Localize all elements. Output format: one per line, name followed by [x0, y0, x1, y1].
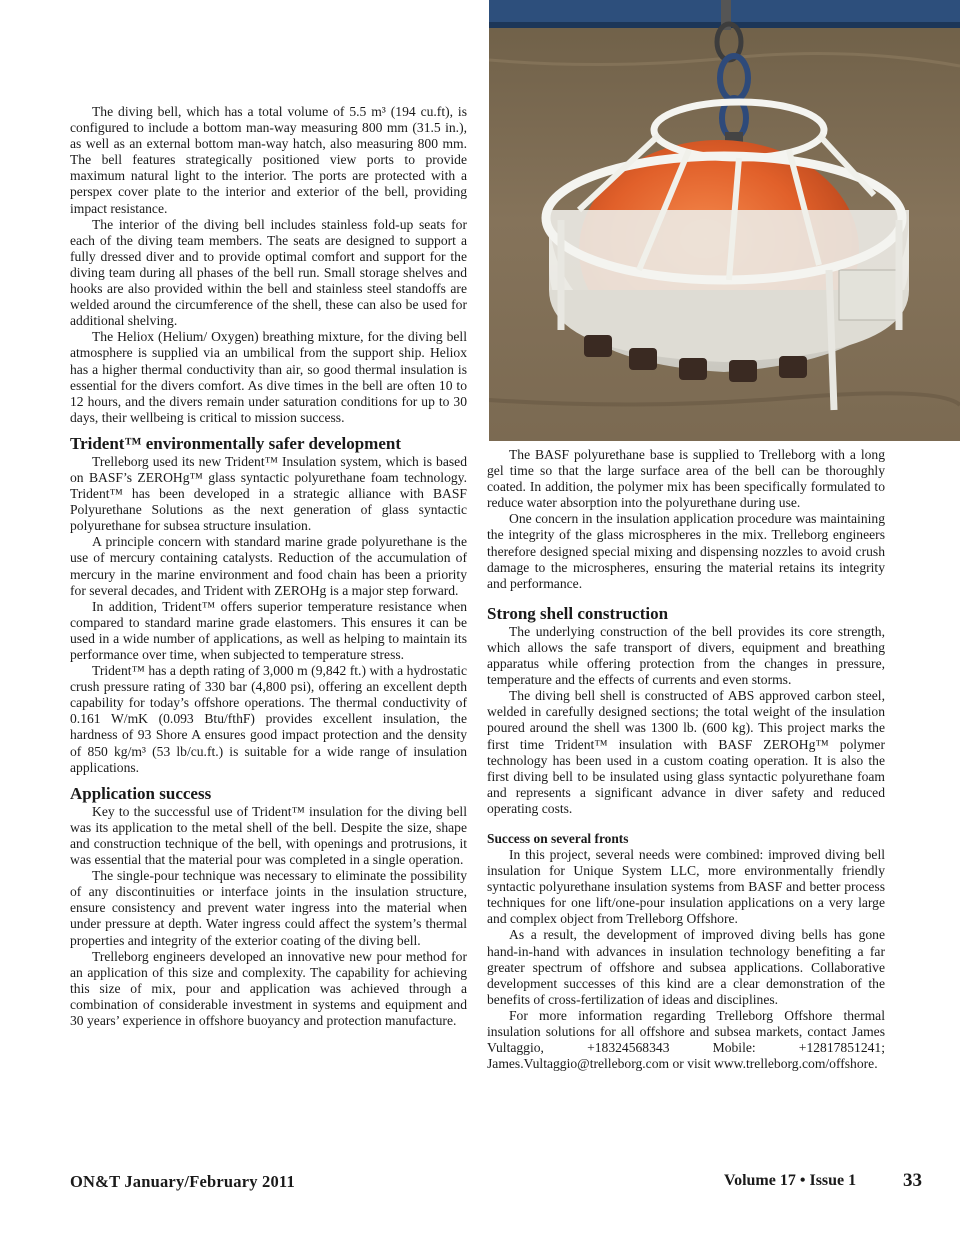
- paragraph: The BASF polyurethane base is supplied to Trelleborg with a long gel time so that the large surface area of the bell can be thoroughly coated. In addition, the polymer mix has been specifically formulated to reduce water absorption into the polyurethane during use.: [487, 447, 885, 511]
- subsection-heading: Success on several fronts: [487, 830, 629, 846]
- paragraph: Trelleborg engineers developed an innovative new pour method for an application of this size and complexity. The capability for achieving this size of mix, pour and application was achieved through a combination of considerable investment in systems and equipment and 30 years’ experience in offshore buoyancy and protection manufacture.: [70, 948, 467, 1028]
- left-column: [70, 104, 467, 1029]
- right-column: [487, 447, 885, 1072]
- paragraph: Key to the successful use of Trident™ insulation for the diving bell was its application to the metal shell of the bell. Despite the size, shape and construction technique of the bell, with openings and protrusions, it was essential that the material pour was completed in a single operation.: [70, 803, 467, 868]
- section-heading: Strong shell construction: [487, 603, 669, 623]
- section-heading: Application success: [70, 783, 212, 803]
- paragraph: The underlying construction of the bell provides its core strength, which allows the safe transport of divers, equipment and breathing apparatus while offering protection from the changes in pressure, temperature and the effects of currents and even storms.: [487, 623, 885, 688]
- paragraph: The diving bell shell is constructed of ABS approved carbon steel, welded in carefully designed sections; the total weight of the insulation poured around the shell was 1300 lb. (600 kg). This project marks the first time Trident™ insulation with BASF ZEROHg™ polymer technology has been used in a custom coating operation. It is also the first diving bell to be insulated using glass syntactic polyurethane foam and represents a significant advance in diver safety and reduced operating costs.: [487, 688, 885, 816]
- paragraph: Trelleborg used its new Trident™ Insulation system, which is based on BASF’s ZEROHg™ glass syntactic polyurethane foam technology. Trident™ has been developed in a strategic alliance with BASF Polyurethane Solutions as the next generation of glass syntactic polyurethane for subsea structure insulation.: [70, 453, 467, 534]
- paragraph: The Heliox (Helium/ Oxygen) breathing mixture, for the diving bell atmosphere is supplied via an umbilical from the support ship. Heliox has a higher thermal conductivity than air, so good thermal insulation is essential for the divers comfort. As dive times in the bell are often 10 to 12 hours, and the divers remain under saturation conditions for up to 30 days, their wellbeing is critical to mission success.: [70, 329, 467, 425]
- diving-bell-photo: [489, 0, 960, 441]
- paragraph: In this project, several needs were combined: improved diving bell insulation for Unique System LLC, more environmentally friendly syntactic polyurethane insulation systems from BASF and better process techniques for one lift/one-pour insulation applications on a very large and complex object from Trelleborg Offshore.: [487, 846, 885, 927]
- paragraph: As a result, the development of improved diving bells has gone hand-in-hand with advances in insulation technology benefiting a far greater spectrum of offshore and subsea applications. Collaborative development successes of this kind are a clear demonstration of the benefits of cross-fertilization of ideas and disciplines.: [487, 927, 885, 1007]
- page-number: 33: [903, 1170, 922, 1191]
- section-heading: Trident™ environmentally safer development: [70, 433, 402, 453]
- paragraph: Trident™ has a depth rating of 3,000 m (9,842 ft.) with a hydrostatic crush pressure rating of 330 bar (4,800 psi), offering an excellent depth capability for today’s offshore operations. The thermal conductivity of 0.161 W/mK (0.093 Btu/fthF) provides excellent insulation, the hardness of 93 Shore A ensures good impact protection and the density of 850 kg/m³ (53 lb/cu.ft.) is suitable for a wide range of insulation applications.: [70, 663, 467, 775]
- publication-footer: ON&T January/February 2011: [70, 1172, 295, 1191]
- paragraph: One concern in the insulation application procedure was maintaining the integrity of the glass microspheres in the mix. Trelleborg engineers therefore designed special mixing and dispensing nozzles to avoid crush damage to the microspheres, ensuring the material retains its integrity and performance.: [487, 511, 885, 591]
- paragraph: The single-pour technique was necessary to eliminate the possibility of any discontinuities or interface joints in the insulation structure, ensure consistency and prevent water ingress into the material when under pressure at depth. Water ingress could affect the system’s thermal properties and integrity of the exterior coating of the diving bell.: [70, 868, 467, 948]
- paragraph: In addition, Trident™ offers superior temperature resistance when compared to standard marine grade elastomers. This ensures it can be used in a wide number of applications, as well as helping to maintain its performance over time, when subjected to temperature stress.: [70, 598, 467, 662]
- paragraph: For more information regarding Trelleborg Offshore thermal insulation solutions for all offshore and subsea markets, contact James Vultaggio, +18324568343 Mobile: +12817851241; James.Vultaggio@trelleborg.com or visit www.trelleborg.com/offshore.: [487, 1007, 885, 1072]
- paragraph: The diving bell, which has a total volume of 5.5 m³ (194 cu.ft), is configured to include a bottom man-way measuring 800 mm (31.5 in.), as well as an external bottom man-way hatch, also measuring 800 mm. The bell features strategically positioned view ports to provide maximum natural light to the interior. The ports are protected with a perspex cover plate to the interior and exterior of the bell, providing impact resistance.: [70, 104, 467, 216]
- volume-issue: Volume 17 • Issue 1: [724, 1172, 857, 1189]
- paragraph: The interior of the diving bell includes stainless fold-up seats for each of the diving team members. The seats are designed to support a fully dressed diver and to provide optimal comfort and support for the diving team during all phases of the bell run. Small storage shelves and hooks are also provided within the bell and stainless steel standoffs are welded around the circumference of the shell, these can also be used for additional shelving.: [70, 216, 467, 329]
- paragraph: A principle concern with standard marine grade polyurethane is the use of mercury containing catalysts. Reduction of the accumulation of mercury in the marine environment and food chain has been a priority for several decades, and Trident with ZEROHg is a major step forward.: [70, 534, 467, 598]
